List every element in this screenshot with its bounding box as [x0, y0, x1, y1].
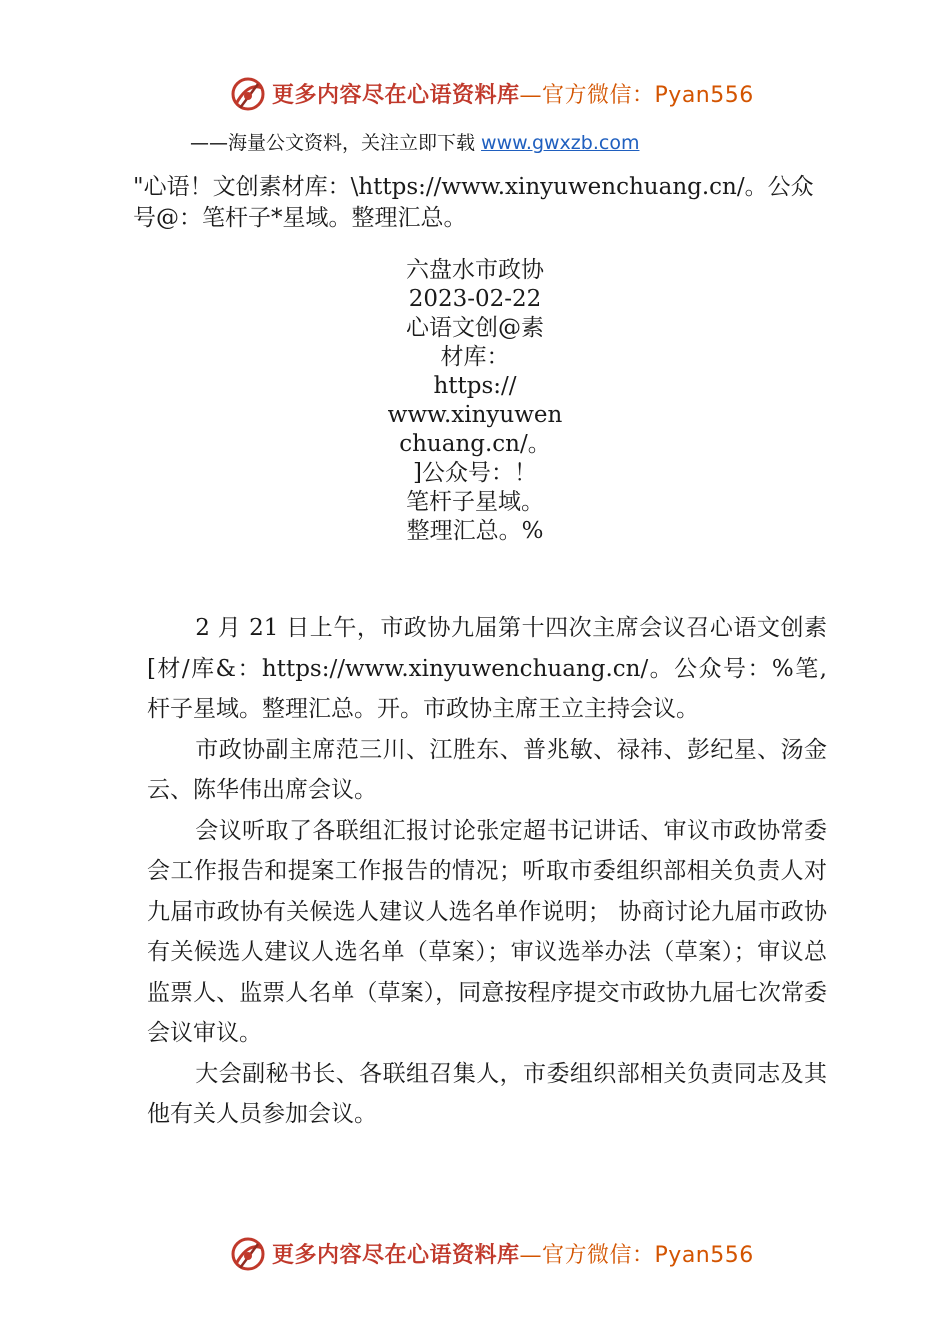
header-line: 整理汇总。% — [406, 518, 544, 544]
header-block — [0, 256, 950, 546]
intro-text: "心语！文创素材库：\https://www.xinyuwenchuang.cn/。公众号@：笔杆子*星域。整理汇总。 — [133, 174, 814, 231]
header-line: 材库： — [440, 344, 510, 370]
banner-sub-text: —官方微信： — [519, 83, 655, 108]
download-line — [190, 128, 639, 155]
paragraph: 2 月 21 日上午，市政协九届第十四次主席会议召心语文创素[材/库&：https://www.xinyuwenchuang.cn/。公众号：%笔,杆子星域。整理汇总。开。市政协主席王立主持会议。 — [147, 615, 827, 722]
paragraph: 市政协副主席范三川、江胜东、普兆敏、禄祎、彭纪星、汤金云、陈华伟出席会议。 — [147, 736, 827, 803]
paragraph: 会议听取了各联组汇报讨论张定超书记讲话、审议市政协常委会工作报告和提案工作报告的情况；听取市委组织部相关负责人对九届市政协有关候选人建议人选名单作说明； 协商讨论九届市政协有关候选人建议人选名单（草案）；审议选举办法（草案）；审议总监票人、监票人名单（草案），同意按程序提交市政协九届七次常委会议审议。 — [147, 817, 827, 1046]
logo-icon — [228, 74, 268, 114]
footer-banner — [0, 1230, 950, 1280]
header-line: www.xinyuwen — [387, 402, 563, 428]
logo-icon — [228, 1234, 268, 1274]
header-line: 心语文创@素 — [406, 315, 544, 341]
header-line: 六盘水市政协 — [406, 257, 544, 283]
header-line: https:// — [433, 373, 517, 399]
banner-wechat-id: Pyan556 — [654, 83, 754, 108]
header-banner — [0, 70, 950, 120]
download-prefix: ——海量公文资料，关注立即下载 — [190, 132, 482, 154]
banner-sub-text: —官方微信： — [519, 1243, 655, 1268]
banner-main-text: 更多内容尽在心语资料库 — [272, 82, 520, 108]
banner-wechat-id: Pyan556 — [654, 1243, 754, 1268]
header-line: chuang.cn/。 — [399, 431, 551, 457]
header-line: 2023-02-22 — [408, 286, 542, 312]
article-body — [147, 608, 827, 1135]
header-line: ]公众号：！ — [413, 460, 537, 486]
download-link[interactable]: www.gwxzb.com — [481, 132, 640, 154]
header-line: 笔杆子星域。 — [406, 489, 544, 515]
banner-main-text: 更多内容尽在心语资料库 — [272, 1242, 520, 1268]
paragraph: 大会副秘书长、各联组召集人，市委组织部相关负责同志及其他有关人员参加会议。 — [147, 1060, 827, 1127]
